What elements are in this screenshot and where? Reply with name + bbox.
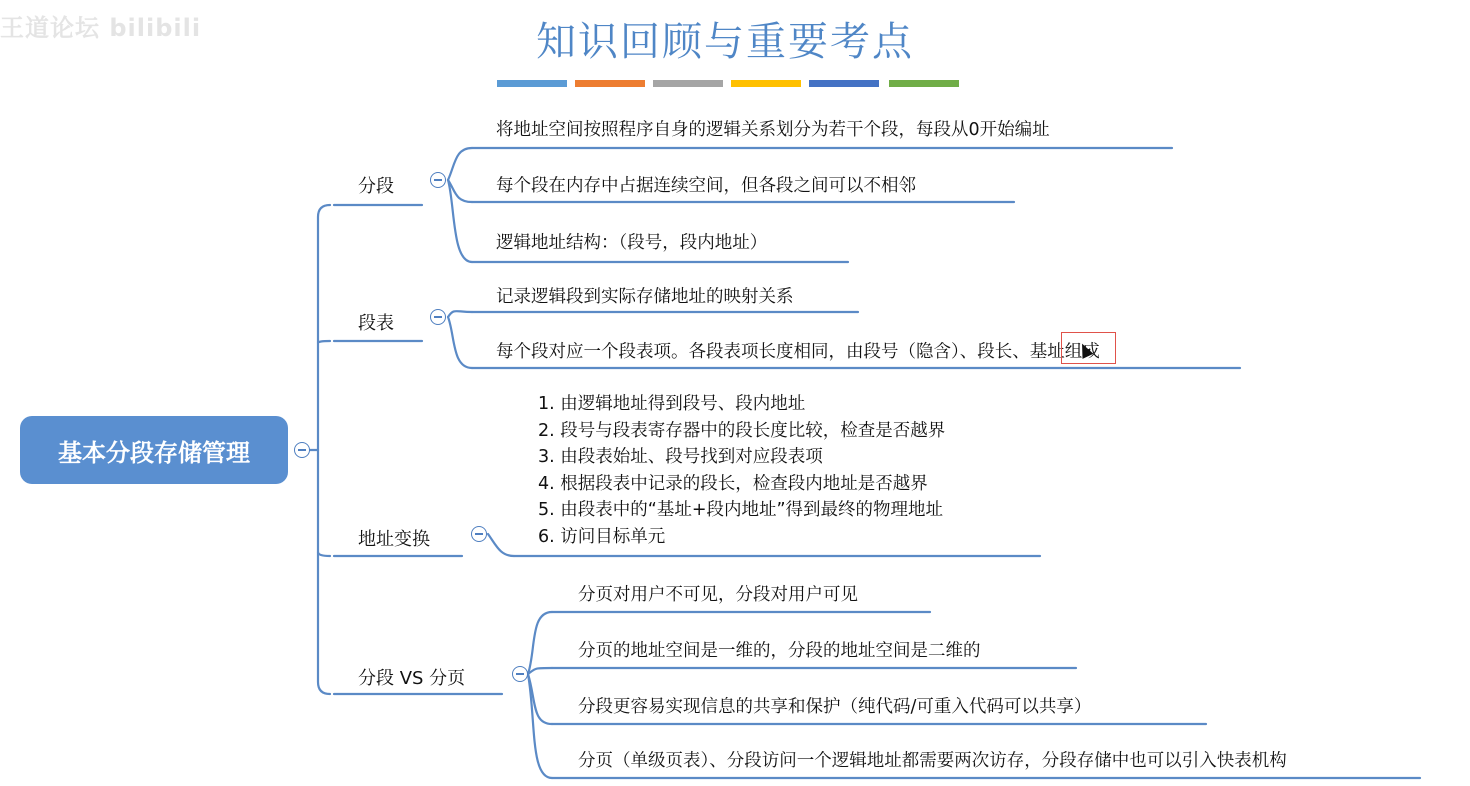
segmentation-item-1: 将地址空间按照程序自身的逻辑关系划分为若干个段，每段从0开始编址 xyxy=(496,120,1050,140)
address-translation-step-2: 2. 段号与段表寄存器中的段长度比较，检查是否越界 xyxy=(538,420,946,441)
segmentation-collapse-icon[interactable] xyxy=(430,172,446,188)
root-collapse-icon[interactable] xyxy=(294,442,310,458)
address-translation-step-5: 5. 由段表中的“基址+段内地址”得到最终的物理地址 xyxy=(538,500,944,520)
root-node[interactable] xyxy=(20,416,288,484)
title-color-bar-6 xyxy=(889,80,959,87)
title-color-bar-4 xyxy=(731,80,801,87)
title-color-bar-1 xyxy=(497,80,567,87)
title-color-bar-3 xyxy=(653,80,723,87)
segment-table-item-2: 每个段对应一个段表项。各段表项长度相同，由段号（隐含）、段长、基址组成 xyxy=(496,342,1100,362)
address-translation-step-6: 6. 访问目标单元 xyxy=(538,526,666,547)
seg-vs-page-item-4: 分页（单级页表）、分段访问一个逻辑地址都需要两次访存，分段存储中也可以引入快表机构 xyxy=(578,751,1287,771)
address-translation-steps xyxy=(538,391,945,550)
branch-segment-table-label[interactable]: 段表 xyxy=(358,313,394,334)
title-color-bar-5 xyxy=(809,80,879,87)
address-translation-step-3: 3. 由段表始址、段号找到对应段表项 xyxy=(538,447,823,467)
seg-vs-page-item-2: 分页的地址空间是一维的，分段的地址空间是二维的 xyxy=(578,641,981,661)
segment-table-collapse-icon[interactable] xyxy=(430,309,446,325)
branch-segmentation-label[interactable]: 分段 xyxy=(358,176,394,197)
seg-vs-page-item-1: 分页对用户不可见，分段对用户可见 xyxy=(578,585,858,605)
address-translation-collapse-icon[interactable] xyxy=(471,526,487,542)
seg-vs-page-collapse-icon[interactable] xyxy=(512,666,528,682)
page-title: 知识回顾与重要考点 xyxy=(536,19,914,65)
segmentation-item-3: 逻辑地址结构：（段号，段内地址） xyxy=(496,233,768,253)
address-translation-step-1: 1. 由逻辑地址得到段号、段内地址 xyxy=(538,394,806,414)
seg-vs-page-item-3: 分段更容易实现信息的共享和保护（纯代码/可重入代码可以共享） xyxy=(578,697,1092,717)
branch-seg-vs-page-label[interactable]: 分段 VS 分页 xyxy=(358,668,466,689)
branch-address-translation-label[interactable]: 地址变换 xyxy=(358,529,430,550)
segmentation-item-2: 每个段在内存中占据连续空间，但各段之间可以不相邻 xyxy=(496,176,916,196)
watermark: 王道论坛 bilibili xyxy=(0,14,202,42)
segment-table-item-1: 记录逻辑段到实际存储地址的映射关系 xyxy=(496,287,794,307)
root-node-label: 基本分段存储管理 xyxy=(58,438,250,467)
address-translation-step-4: 4. 根据段表中记录的段长，检查段内地址是否越界 xyxy=(538,473,928,494)
title-color-bar-2 xyxy=(575,80,645,87)
